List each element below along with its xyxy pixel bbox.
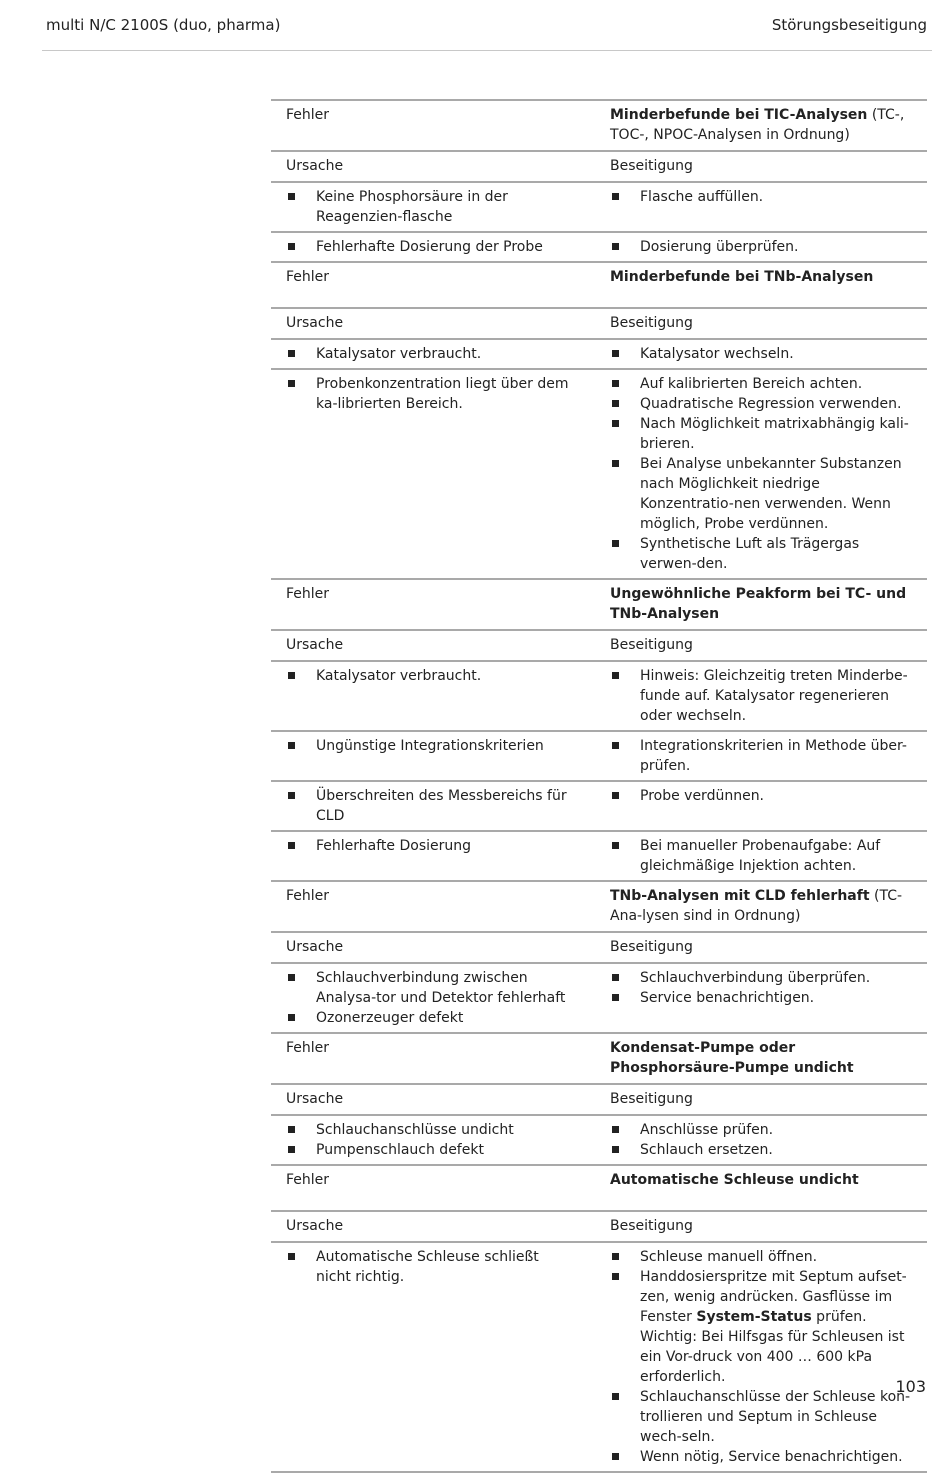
cause-list — [286, 836, 578, 856]
error-title-bold: Ungewöhnliche Peakform bei TC- und TNb-Analysen — [610, 586, 907, 622]
error-title — [598, 882, 927, 931]
cause-list — [286, 1247, 578, 1287]
cause-bullet: Schlauchanschlüsse undicht — [286, 1120, 578, 1140]
cause-bullet: Katalysator verbraucht. — [286, 344, 578, 364]
cause-remedy-row — [271, 181, 927, 231]
error-row — [271, 1164, 927, 1210]
cause-cell — [271, 662, 586, 730]
remedy-bullet: Hinweis: Gleichzeitig treten Minderbe-funde auf. Katalysator regenerieren oder wechseln. — [610, 666, 917, 726]
error-label: Fehler — [286, 1040, 330, 1056]
cause-list — [286, 187, 578, 227]
cause-list — [286, 968, 578, 1028]
heading-row — [271, 1083, 927, 1114]
cause-cell — [271, 964, 586, 1032]
cause-label: Ursache — [286, 158, 344, 174]
remedy-bullet: Schlauchanschlüsse der Schleuse kon-trollieren und Septum in Schleuse wech-seln. — [610, 1387, 917, 1447]
cause-cell — [271, 782, 586, 830]
cause-label: Ursache — [286, 939, 344, 955]
error-row — [271, 99, 927, 150]
remedy-cell — [598, 340, 927, 368]
heading-row — [271, 1210, 927, 1241]
error-label: Fehler — [286, 269, 330, 285]
error-title-bold: Minderbefunde bei TNb-Analysen — [610, 269, 874, 285]
remedy-label: Beseitigung — [610, 1218, 693, 1234]
remedy-bullet: Auf kalibrierten Bereich achten. — [610, 374, 917, 394]
remedy-bullet: Bei Analyse unbekannter Substanzen nach Möglichkeit niedrige Konzentratio-nen verwenden. Wenn möglich, Probe verdünnen. — [610, 454, 917, 534]
remedy-bullet: Schleuse manuell öffnen. — [610, 1247, 917, 1267]
cause-bullet: Pumpenschlauch defekt — [286, 1140, 578, 1160]
remedy-cell — [598, 183, 927, 231]
remedy-cell — [598, 732, 927, 780]
header-product: multi N/C 2100S (duo, pharma) — [46, 16, 281, 34]
cause-bullet: Fehlerhafte Dosierung — [286, 836, 578, 856]
remedy-cell — [598, 964, 927, 1032]
remedy-cell — [598, 782, 927, 830]
cause-remedy-row — [271, 338, 927, 368]
remedy-bullet: Synthetische Luft als Trägergas verwen-den. — [610, 534, 917, 574]
error-row — [271, 261, 927, 307]
cause-list — [286, 666, 578, 686]
remedy-label: Beseitigung — [610, 158, 693, 174]
error-title-bold: TNb-Analysen mit CLD fehlerhaft — [610, 888, 870, 904]
cause-bullet: Schlauchverbindung zwischen Analysa-tor und Detektor fehlerhaft — [286, 968, 578, 1008]
error-label: Fehler — [286, 107, 330, 123]
cause-list — [286, 786, 578, 826]
remedy-bullet: Wenn nötig, Service benachrichtigen. — [610, 1447, 917, 1467]
remedy-list — [610, 1247, 917, 1467]
error-title-bold: Automatische Schleuse undicht — [610, 1172, 859, 1188]
remedy-bullet: Nach Möglichkeit matrixabhängig kali-brieren. — [610, 414, 917, 454]
cause-remedy-row — [271, 1114, 927, 1164]
cause-remedy-row — [271, 368, 927, 578]
cause-bullet: Keine Phosphorsäure in der Reagenzien-flasche — [286, 187, 578, 227]
remedy-bullet: Bei manueller Probenaufgabe: Auf gleichmäßige Injektion achten. — [610, 836, 917, 876]
remedy-list — [610, 666, 917, 726]
cause-list — [286, 736, 578, 756]
cause-bullet: Ungünstige Integrationskriterien — [286, 736, 578, 756]
cause-remedy-row — [271, 730, 927, 780]
remedy-bullet: Dosierung überprüfen. — [610, 237, 917, 257]
remedy-list — [610, 237, 917, 257]
remedy-bullet: Service benachrichtigen. — [610, 988, 917, 1008]
cause-cell — [271, 1116, 586, 1164]
cause-bullet: Katalysator verbraucht. — [286, 666, 578, 686]
cause-list — [286, 344, 578, 364]
remedy-list — [610, 786, 917, 806]
cause-bullet: Ozonerzeuger defekt — [286, 1008, 578, 1028]
cause-bullet: Fehlerhafte Dosierung der Probe — [286, 237, 578, 257]
remedy-cell — [598, 1116, 927, 1164]
cause-list — [286, 237, 578, 257]
cause-cell — [271, 832, 586, 880]
cause-remedy-row — [271, 830, 927, 880]
remedy-list — [610, 836, 917, 876]
cause-remedy-row — [271, 1241, 927, 1473]
remedy-label: Beseitigung — [610, 637, 693, 653]
error-title — [598, 263, 927, 307]
heading-row — [271, 629, 927, 660]
ui-term: System-Status — [696, 1309, 812, 1325]
header-divider — [42, 50, 932, 51]
remedy-bullet: Katalysator wechseln. — [610, 344, 917, 364]
page-number: 103 — [895, 1377, 926, 1396]
remedy-cell — [598, 832, 927, 880]
cause-bullet: Probenkonzentration liegt über dem ka-librierten Bereich. — [286, 374, 578, 414]
remedy-bullet: Integrationskriterien in Methode über-prüfen. — [610, 736, 917, 776]
error-row — [271, 880, 927, 931]
remedy-label: Beseitigung — [610, 939, 693, 955]
error-label: Fehler — [286, 586, 330, 602]
cause-cell — [271, 732, 586, 780]
error-title — [598, 101, 927, 150]
remedy-list — [610, 968, 917, 1008]
error-label: Fehler — [286, 1172, 330, 1188]
error-title-bold: Kondensat-Pumpe oder Phosphorsäure-Pumpe undicht — [610, 1040, 854, 1076]
cause-list — [286, 1120, 578, 1160]
remedy-bullet: Handdosierspritze mit Septum aufset-zen, wenig andrücken. Gasflüsse im Fenster System-Status prüfen. Wichtig: Bei Hilfsgas für Schleusen ist ein Vor-druck von 400 … 600 kPa erforderlich. — [610, 1267, 917, 1387]
error-row — [271, 578, 927, 629]
cause-label: Ursache — [286, 1218, 344, 1234]
error-title-suffix: (TC-Ana-lysen sind in Ordnung) — [610, 888, 903, 924]
cause-cell — [271, 1243, 586, 1471]
remedy-list — [610, 344, 917, 364]
remedy-list — [610, 1120, 917, 1160]
header-chapter: Störungsbeseitigung — [771, 16, 927, 34]
remedy-bullet: Anschlüsse prüfen. — [610, 1120, 917, 1140]
cause-label: Ursache — [286, 315, 344, 331]
remedy-list — [610, 187, 917, 207]
error-label: Fehler — [286, 888, 330, 904]
cause-cell — [271, 340, 586, 368]
cause-label: Ursache — [286, 637, 344, 653]
cause-remedy-row — [271, 780, 927, 830]
remedy-bullet: Quadratische Regression verwenden. — [610, 394, 917, 414]
error-title — [598, 1166, 927, 1210]
remedy-list — [610, 736, 917, 776]
remedy-cell — [598, 662, 927, 730]
error-title-bold: Minderbefunde bei TIC-Analysen — [610, 107, 868, 123]
error-title — [598, 1034, 927, 1083]
cause-remedy-row — [271, 660, 927, 730]
cause-cell — [271, 183, 586, 231]
cause-label: Ursache — [286, 1091, 344, 1107]
error-title-suffix: (TC-, TOC-, NPOC-Analysen in Ordnung) — [610, 107, 905, 143]
cause-bullet: Überschreiten des Messbereichs für CLD — [286, 786, 578, 826]
cause-cell — [271, 370, 586, 578]
remedy-cell — [598, 370, 927, 578]
remedy-label: Beseitigung — [610, 315, 693, 331]
cause-cell — [271, 233, 586, 261]
cause-list — [286, 374, 578, 414]
cause-remedy-row — [271, 962, 927, 1032]
remedy-list — [610, 374, 917, 574]
heading-row — [271, 307, 927, 338]
remedy-bullet: Flasche auffüllen. — [610, 187, 917, 207]
remedy-cell — [598, 233, 927, 261]
error-title — [598, 580, 927, 629]
error-row — [271, 1032, 927, 1083]
cause-bullet: Automatische Schleuse schließt nicht richtig. — [286, 1247, 578, 1287]
remedy-cell — [598, 1243, 927, 1471]
remedy-label: Beseitigung — [610, 1091, 693, 1107]
remedy-bullet: Schlauch ersetzen. — [610, 1140, 917, 1160]
heading-row — [271, 931, 927, 962]
remedy-bullet: Schlauchverbindung überprüfen. — [610, 968, 917, 988]
heading-row — [271, 150, 927, 181]
cause-remedy-row — [271, 231, 927, 261]
troubleshooting-table — [271, 99, 927, 1473]
remedy-bullet: Probe verdünnen. — [610, 786, 917, 806]
